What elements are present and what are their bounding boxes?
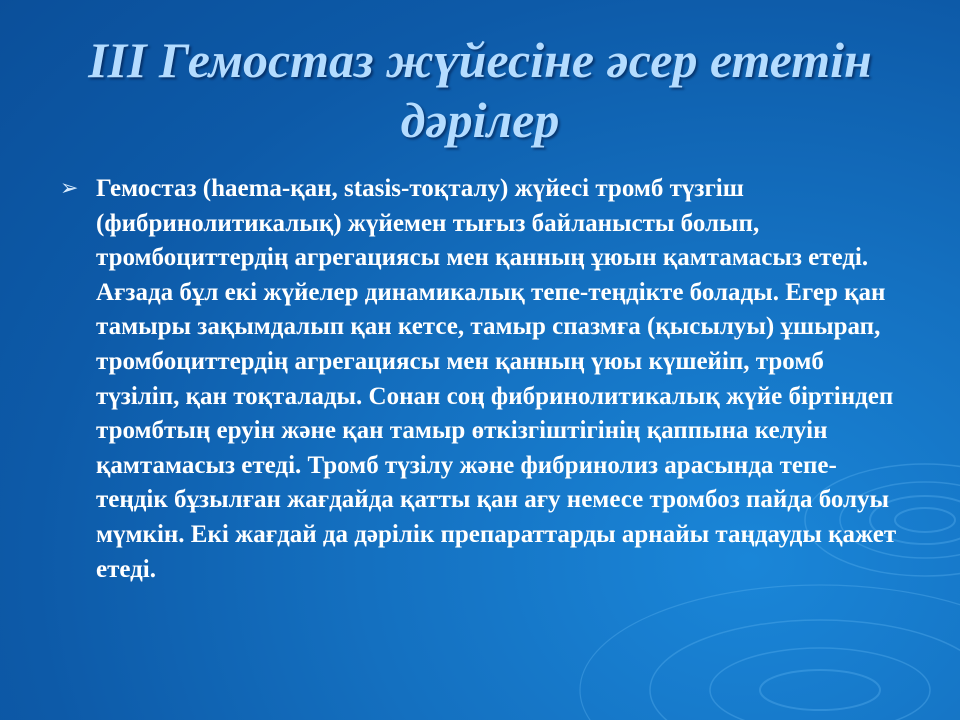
- bullet-text: Гемостаз (haema-қан, stasis-тоқталу) жүйесі тромб түзгіш (фибринолитикалық) жүйемен тығыз байланысты болып, тромбоциттердің агрегациясы мен қанның ұюын қамтамасыз етеді. Ағзада бұл екі жүйелер динамикалық тепе-теңдікте болады. Егер қан тамыры зақымдалып қан кетсе, тамыр спазмға (қысылуы) ұшырап, тромбоциттердің агрегациясы мен қанның үюы күшейіп, тромб түзіліп, қан тоқталады. Сонан соң фибринолитикалық жүйе біртіндеп тромбтың еруін және қан тамыр өткізгіштігінің қаппына келуін қамтамасыз етеді. Тромб түзілу және фибринолиз арасында тепе-теңдік бұзылған жағдайда қатты қан ағу немесе тромбоз пайда болуы мүмкін. Екі жағдай да дәрілік препараттарды арнайы таңдауды қажет етеді.: [96, 175, 897, 583]
- slide-title: III Гемостаз жүйесіне әсер ететін дәрілер: [88, 32, 872, 148]
- arrow-bullet-icon: ➢: [60, 176, 79, 201]
